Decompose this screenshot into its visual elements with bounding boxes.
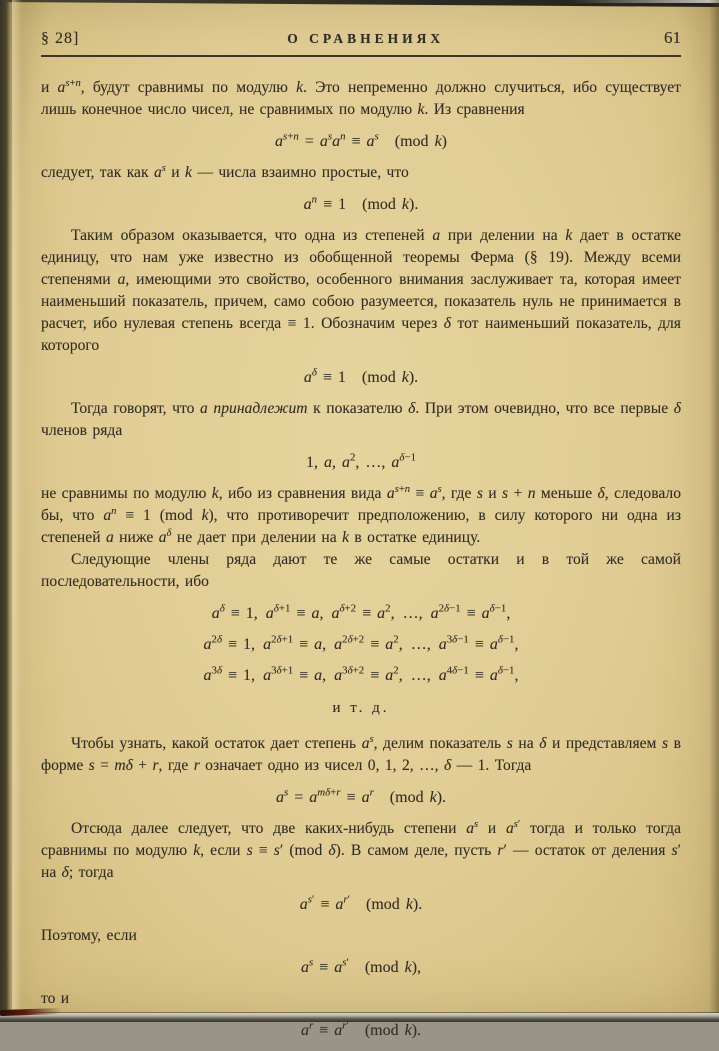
page-top-edge-highlight bbox=[569, 0, 719, 3]
running-head bbox=[41, 28, 681, 57]
display-formula: 1, a, $a^2$, …, $a^{\delta-1}$ bbox=[305, 451, 417, 471]
paragraph: и $a^{s+n}$, будут сравнимы по модулю k. Это непременно должно случиться, ибо существует лишь конечное число чисел, не сравнимых по модулю k. Из сравнения bbox=[41, 77, 681, 118]
paragraph: Следующие члены ряда дают те же самые остатки и в той же самой последовательности, ибо bbox=[41, 551, 681, 590]
paragraph: не сравнимы по модулю k, ибо из сравнения вида $a^{s+n} \equiv a^s$, где s и s + n меньше δ, следовало бы, что $a^n \equiv 1$ (mod k), что противоречит предположению, в силу которого ни одна из степеней a ниже $a^\delta$ не дает при делении на k в остатке единицу. bbox=[41, 483, 682, 546]
display-formula: $a^s = a^{m\delta+r} \equiv a^r$ (mod k). bbox=[275, 786, 447, 806]
chapter-title: О СРАВНЕНИЯХ bbox=[287, 31, 445, 46]
page-number: 61 bbox=[664, 28, 681, 47]
page-right-edge bbox=[709, 0, 719, 1014]
display-formula: $a^s \equiv a^{s'}$ (mod k), bbox=[300, 956, 422, 976]
page-body bbox=[41, 77, 681, 1041]
display-formula: $a^\delta \equiv 1$, $a^{\delta+1} \equiv a$, $a^{\delta+2} \equiv a^2$, …, $a^{2\delta-1} \equiv a^{\delta-1}$, bbox=[211, 602, 511, 622]
text-column bbox=[41, 28, 681, 1051]
display-formula: $a^{s+n} = a^sa^n \equiv a^s$ (mod k) bbox=[275, 130, 447, 150]
paragraph: Таким образом оказывается, что одна из степеней a при делении на k дает в остатке единицу, что нам уже известно из обобщенной теоремы Ферма (§ 19). Между всеми степенями a, имеющими это свойство, особенного внимания заслуживает та, которая имеет наименьший показатель, причем, само собою разумеется, показатель нуль не принимается в расчет, ибо нулевая степень всегда ≡ 1. Обозначим через δ тот наименьший показатель, для которого bbox=[41, 227, 681, 354]
paragraph: Отсюда далее следует, что две каких-нибудь степени $a^s$ и $a^{s'}$ тогда и только тогда сравнимы по модулю k, если s ≡ s′ (mod δ). В самом деле, пусть r′ — остаток от деления s′ на δ; тогда bbox=[41, 818, 681, 881]
display-formula: $a^{3\delta} \equiv 1$, $a^{3\delta+1} \equiv a$, $a^{3\delta+2} \equiv a^2$, …, $a^{4\delta-1} \equiv a^{\delta-1}$, bbox=[203, 664, 519, 684]
display-formula: $a^n \equiv 1$ (mod k). bbox=[303, 193, 419, 213]
paragraph: Поэтому, если bbox=[41, 927, 137, 944]
formula-etc-label: и т. д. bbox=[332, 700, 390, 716]
display-formula: $a^{2\delta} \equiv 1$, $a^{2\delta+1} \equiv a$, $a^{2\delta+2} \equiv a^2$, …, $a^{3\delta-1} \equiv a^{\delta-1}$, bbox=[203, 633, 519, 653]
section-number: § 28] bbox=[41, 30, 80, 47]
display-formula: $a^{s'} \equiv a^{r'}$ (mod k). bbox=[299, 893, 423, 913]
display-formula: $a^r \equiv a^{r'}$ (mod k). bbox=[300, 1019, 422, 1039]
paragraph: Чтобы узнать, какой остаток дает степень $a^s$, делим показатель s на δ и представляем s в форме s = mδ + r, где r означает одно из чисел 0, 1, 2, …, δ — 1. Тогда bbox=[41, 733, 681, 774]
page-left-edge-highlight bbox=[12, 0, 22, 1014]
paragraph: то и bbox=[41, 990, 70, 1007]
paragraph: следует, так как $a^s$ и k — числа взаимно простые, что bbox=[41, 162, 409, 181]
display-formula: $a^\delta \equiv 1$ (mod k). bbox=[303, 366, 419, 386]
paragraph: Тогда говорят, что a принадлежит к показателю δ. При этом очевидно, что все первые δ членов ряда bbox=[41, 400, 681, 439]
